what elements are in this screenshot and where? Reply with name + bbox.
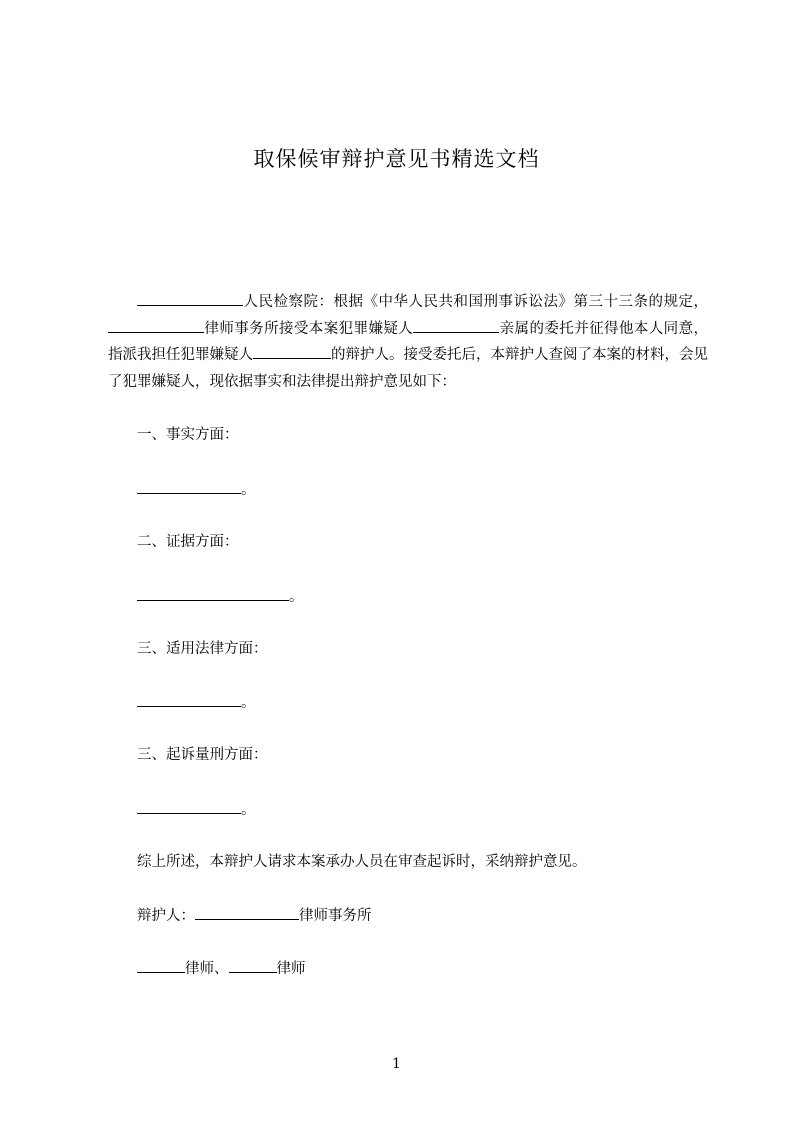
lawyer1-suffix: 律师、 [185, 961, 229, 977]
section-heading-evidence: 二、证据方面： [137, 534, 239, 550]
section-heading-sentencing: 三、起诉量刑方面： [137, 747, 268, 763]
intro-text-3: 亲属的委托并征得他本人同意，指派我担任犯罪嫌疑人 [108, 320, 709, 363]
suspect-name-blank-2 [253, 344, 331, 359]
law-firm-blank [108, 318, 204, 333]
section-fill-facts [137, 479, 256, 500]
lawyer2-blank [229, 958, 277, 973]
intro-paragraph [108, 289, 708, 395]
sentencing-period: 。 [241, 802, 256, 818]
signature-firm-suffix: 律师事务所 [299, 908, 372, 924]
facts-blank [137, 479, 241, 494]
section-fill-sentencing [137, 799, 256, 820]
evidence-blank [137, 586, 289, 601]
document-title: 取保候审辩护意见书精选文档 [253, 147, 540, 171]
section-fill-evidence [137, 586, 304, 607]
procuratorate-blank [137, 291, 243, 306]
signature-lawyers-line [137, 958, 306, 979]
section-heading-facts: 一、事实方面： [137, 427, 239, 443]
lawyer2-suffix: 律师 [276, 961, 306, 977]
signature-label: 辩护人： [137, 908, 195, 924]
evidence-period: 。 [289, 589, 304, 605]
section-heading-law: 三、适用法律方面： [137, 641, 268, 657]
intro-text-4: 的辩护人。接受委托后，本辩护人查阅了本案的材料，会见了犯罪嫌疑人，现依据事实和法律提出辩护意见如下： [108, 347, 708, 390]
intro-text-2: 律师事务所接受本案犯罪嫌疑人 [204, 320, 414, 337]
suspect-name-blank [413, 318, 499, 333]
page-number: 1 [392, 1056, 401, 1072]
signature-firm-line [137, 905, 372, 926]
facts-period: 。 [241, 482, 256, 498]
law-period: 。 [241, 695, 256, 711]
lawyer1-blank [137, 958, 185, 973]
conclusion-text: 综上所述，本辩护人请求本案承办人员在审查起诉时，采纳辩护意见。 [137, 854, 587, 870]
law-blank [137, 692, 241, 707]
sentencing-blank [137, 799, 241, 814]
intro-text-1: 人民检察院：根据《中华人民共和国刑事诉讼法》第三十三条的规定， [243, 294, 708, 310]
signature-firm-blank [195, 905, 299, 920]
section-fill-law [137, 692, 256, 713]
